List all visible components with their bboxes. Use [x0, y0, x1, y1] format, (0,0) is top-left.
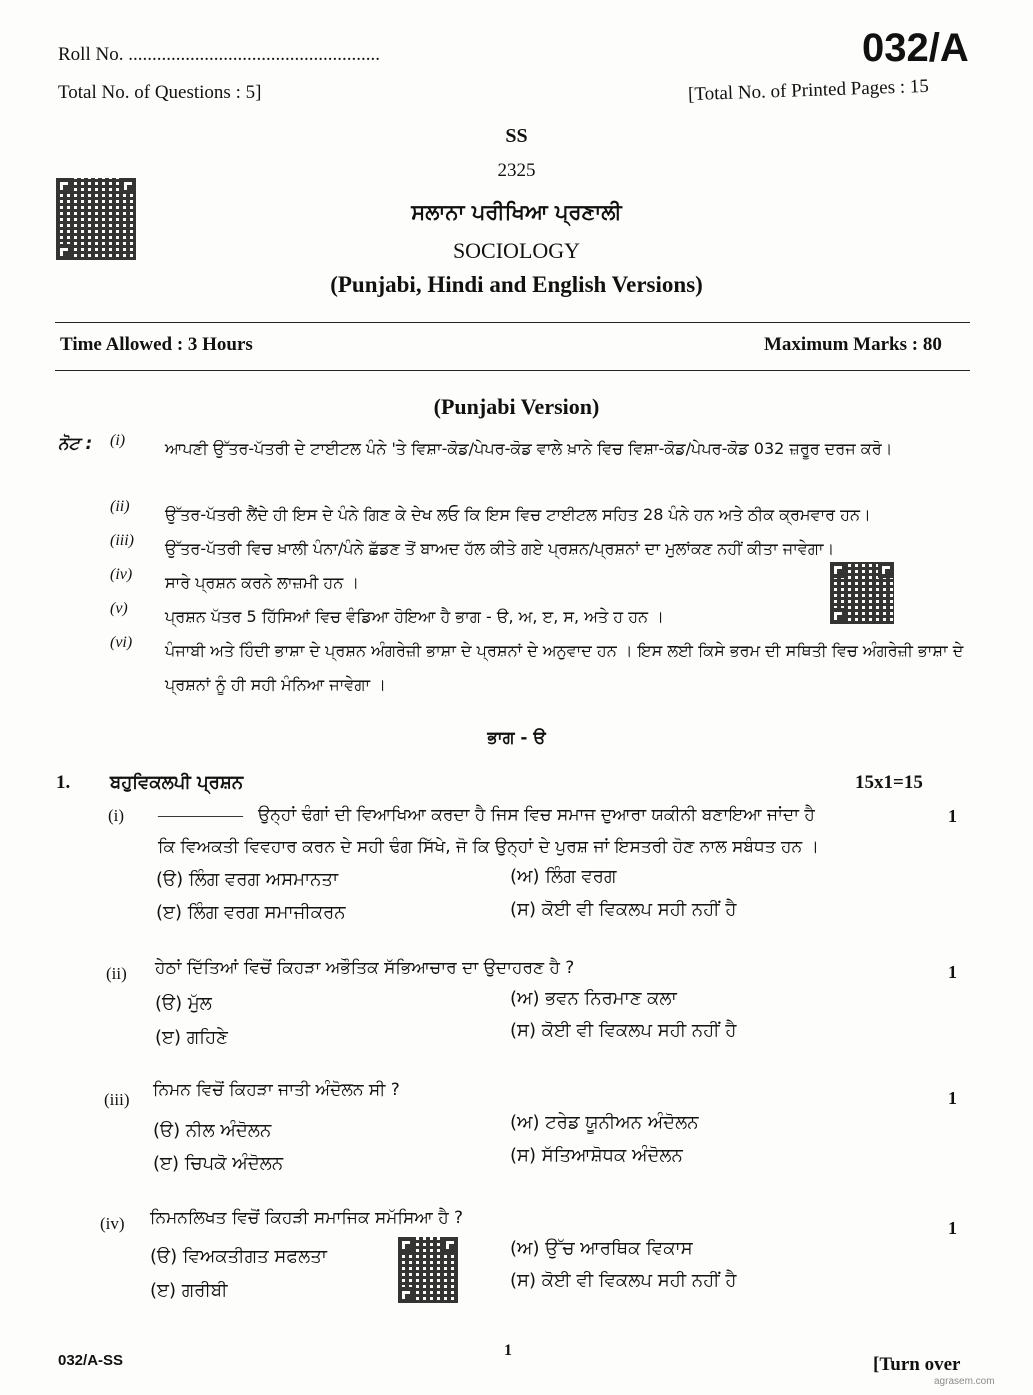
fill-blank: __________ [158, 800, 243, 819]
sub-question-number: (ii) [106, 964, 127, 983]
option-b: (ਅ) ਭਵਨ ਨਿਰਮਾਣ ਕਲਾ [510, 988, 677, 1009]
sub-question-number: (iii) [104, 1090, 130, 1109]
note-text: ਪੰਜਾਬੀ ਅਤੇ ਹਿੰਦੀ ਭਾਸ਼ਾ ਦੇ ਪ੍ਰਸ਼ਨ ਅੰਗਰੇਜ਼ੀ ਭਾਸ਼ਾ ਦੇ ਪ੍ਰਸ਼ਨਾਂ ਦੇ ਅਨੁਵਾਦ ਹਨ । ਇਸ ਲਈ ਕਿਸੇ ਭਰਮ ਦੀ ਸਥਿਤੀ ਵਿਚ ਅੰਗਰੇਜ਼ੀ ਭਾਸ਼ਾ ਦੇ ਪ੍ਰਸ਼ਨਾਂ ਨੂੰ ਹੀ ਸਹੀ ਮੰਨਿਆ ਜਾਵੇਗਾ । [165, 641, 964, 694]
divider-top [55, 322, 970, 323]
note-number: (vi) [110, 634, 133, 651]
divider-bottom [55, 370, 970, 371]
option-b: (ਅ) ਟਰੇਡ ਯੂਨੀਅਨ ਅੰਦੋਲਨ [510, 1112, 699, 1133]
option-a: (ੳ) ਮੁੱਲ [155, 993, 212, 1014]
option-a: (ੳ) ਲਿੰਗ ਵਰਗ ਅਸਮਾਨਤਾ [156, 869, 339, 890]
sub-question-marks: 1 [948, 806, 957, 826]
option-d: (ਸ) ਕੋਈ ਵੀ ਵਿਕਲਪ ਸਹੀ ਨਹੀਂ ਹੈ [510, 899, 737, 920]
time-allowed: Time Allowed : 3 Hours [60, 334, 253, 355]
sub-question-marks: 1 [948, 1088, 957, 1108]
option-c: (ੲ) ਗਹਿਣੇ [155, 1027, 228, 1048]
option-c: (ੲ) ਲਿੰਗ ਵਰਗ ਸਮਾਜੀਕਰਨ [156, 902, 346, 923]
option-b: (ਅ) ਲਿੰਗ ਵਰਗ [510, 866, 617, 887]
footer-paper-code: 032/A-SS [58, 1352, 124, 1369]
sub-question-number: (i) [108, 806, 125, 825]
qr-code-top [56, 178, 136, 260]
note-text: ਉੱਤਰ-ਪੱਤਰੀ ਵਿਚ ਖ਼ਾਲੀ ਪੰਨਾ/ਪੰਨੇ ਛੱਡਣ ਤੋਂ ਬਾਅਦ ਹੱਲ ਕੀਤੇ ਗਏ ਪ੍ਰਸ਼ਨ/ਪ੍ਰਸ਼ਨਾਂ ਦਾ ਮੁਲਾਂਕਣ ਨਹੀਂ ਕੀਤਾ ਜਾਵੇਗਾ। [165, 539, 835, 558]
note-label: ਨੋਟ : [58, 434, 93, 454]
question-text: ਨਿਮਨਲਿਖਤ ਵਿਚੋਂ ਕਿਹੜੀ ਸਮਾਜਿਕ ਸਮੱਸਿਆ ਹੈ ? [150, 1208, 464, 1228]
sub-question-marks: 1 [948, 1218, 957, 1238]
option-d: (ਸ) ਕੋਈ ਵੀ ਵਿਕਲਪ ਸਹੀ ਨਹੀਂ ਹੈ [510, 1270, 737, 1291]
watermark: agrasem.com [934, 1376, 995, 1387]
note-number: (i) [110, 432, 126, 449]
total-questions: Total No. of Questions : 5] [58, 82, 262, 103]
question-text-continued: ਕਿ ਵਿਅਕਤੀ ਵਿਵਹਾਰ ਕਰਨ ਦੇ ਸਹੀ ਢੰਗ ਸਿੱਖੇ, ਜੋ ਕਿ ਉਨ੍ਹਾਂ ਦੇ ਪੁਰਸ਼ ਜਾਂ ਇਸਤਰੀ ਹੋਣ ਨਾਲ ਸਬੰਧਤ ਹਨ । [158, 837, 819, 857]
section-title: ਭਾਗ - ੳ [487, 728, 546, 748]
question-heading: ਬਹੁਵਿਕਲਪੀ ਪ੍ਰਸ਼ਨ [110, 772, 244, 793]
page-number: 1 [504, 1342, 512, 1359]
note-number: (ii) [110, 498, 130, 515]
note-text: ਸਾਰੇ ਪ੍ਰਸ਼ਨ ਕਰਨੇ ਲਾਜ਼ਮੀ ਹਨ । [165, 573, 360, 592]
option-a: (ੳ) ਨੀਲ ਅੰਦੋਲਨ [153, 1120, 272, 1141]
note-text: ਪ੍ਰਸ਼ਨ ਪੱਤਰ 5 ਹਿੱਸਿਆਂ ਵਿਚ ਵੰਡਿਆ ਹੋਇਆ ਹੈ ਭਾਗ - ੳ, ਅ, ੲ, ਸ, ਅਤੇ ਹ ਹਨ । [165, 607, 664, 626]
question-text: ਉਨ੍ਹਾਂ ਢੰਗਾਂ ਦੀ ਵਿਆਖਿਆ ਕਰਦਾ ਹੈ ਜਿਸ ਵਿਚ ਸਮਾਜ ਦੁਆਰਾ ਯਕੀਨੀ ਬਣਾਇਆ ਜਾਂਦਾ ਹੈ [258, 805, 815, 825]
question-text: ਹੇਠਾਂ ਦਿੱਤਿਆਂ ਵਿਚੋਂ ਕਿਹੜਾ ਅਭੌਤਿਕ ਸੱਭਿਆਚਾਰ ਦਾ ਉਦਾਹਰਣ ਹੈ ? [155, 958, 575, 978]
option-c: (ੲ) ਗਰੀਬੀ [150, 1280, 228, 1301]
maximum-marks: Maximum Marks : 80 [764, 334, 942, 355]
option-b: (ਅ) ਉੱਚ ਆਰਥਿਕ ਵਿਕਾਸ [510, 1238, 693, 1259]
turn-over: [Turn over [873, 1354, 961, 1375]
note-text: ਆਪਣੀ ਉੱਤਰ-ਪੱਤਰੀ ਦੇ ਟਾਈਟਲ ਪੰਨੇ 'ਤੇ ਵਿਸ਼ਾ-ਕੋਡ/ਪੇਪਰ-ਕੋਡ ਵਾਲੇ ਖ਼ਾਨੇ ਵਿਚ ਵਿਸ਼ਾ-ਕੋਡ/ਪੇਪਰ-ਕੋਡ 032 ਜ਼ਰੂਰ ਦਰਜ ਕਰੋ। [165, 439, 893, 458]
sub-question-marks: 1 [948, 962, 957, 982]
qr-code-bottom [398, 1237, 458, 1303]
option-d: (ਸ) ਕੋਈ ਵੀ ਵਿਕਲਪ ਸਹੀ ਨਹੀਂ ਹੈ [510, 1020, 737, 1041]
qr-code-middle [830, 562, 894, 624]
note-number: (v) [110, 600, 128, 617]
sub-question-number: (iv) [100, 1214, 125, 1233]
versions-title: (Punjabi, Hindi and English Versions) [330, 272, 703, 297]
exam-code: 2325 [497, 160, 536, 181]
note-number: (iv) [110, 566, 133, 583]
series-code: SS [505, 125, 528, 147]
total-printed-pages: [Total No. of Printed Pages : 15 [687, 75, 930, 106]
question-number: 1. [56, 772, 71, 793]
question-total-marks: 15x1=15 [855, 772, 923, 793]
option-a: (ੳ) ਵਿਅਕਤੀਗਤ ਸਫਲਤਾ [150, 1246, 327, 1267]
version-title: (Punjabi Version) [433, 394, 600, 419]
question-text: ਨਿਮਨ ਵਿਚੋਂ ਕਿਹੜਾ ਜਾਤੀ ਅੰਦੋਲਨ ਸੀ ? [153, 1080, 400, 1100]
subject-title: SOCIOLOGY [452, 238, 581, 263]
note-text: ਉੱਤਰ-ਪੱਤਰੀ ਲੈਂਦੇ ਹੀ ਇਸ ਦੇ ਪੰਨੇ ਗਿਣ ਕੇ ਦੇਖ ਲਓ ਕਿ ਇਸ ਵਿਚ ਟਾਈਟਲ ਸਹਿਤ 28 ਪੰਨੇ ਹਨ ਅਤੇ ਠੀਕ ਕ੍ਰਮਵਾਰ ਹਨ। [165, 505, 871, 524]
exam-title-punjabi: ਸਲਾਨਾ ਪਰੀਖਿਆ ਪ੍ਰਣਾਲੀ [411, 200, 622, 224]
option-d: (ਸ) ਸੱਤਿਆਸ਼ੋਧਕ ਅੰਦੋਲਨ [510, 1145, 683, 1166]
roll-no-line: Roll No. ..................................................... [58, 44, 380, 65]
note-number: (iii) [110, 532, 134, 549]
option-c: (ੲ) ਚਿਪਕੋ ਅੰਦੋਲਨ [153, 1153, 284, 1174]
paper-code: 032/A [862, 26, 969, 70]
